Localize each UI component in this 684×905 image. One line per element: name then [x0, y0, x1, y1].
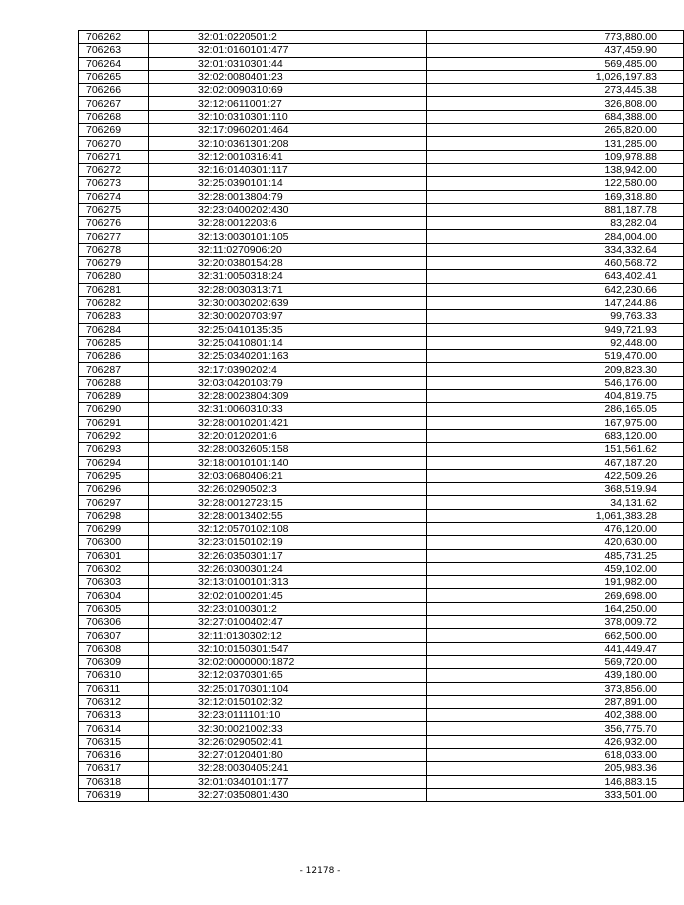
records-body	[79, 31, 684, 802]
parcel-number-cell: 32:10:0310301:110	[149, 110, 427, 123]
parcel-number-cell: 32:17:0960201:464	[149, 124, 427, 137]
table-row	[79, 203, 684, 216]
parcel-number-cell: 32:11:0130302:12	[149, 629, 427, 642]
amount-cell: 122,580.00	[427, 177, 684, 190]
table-row	[79, 403, 684, 416]
amount-cell: 147,244.86	[427, 296, 684, 309]
amount-cell: 618,033.00	[427, 749, 684, 762]
amount-cell: 191,982.00	[427, 576, 684, 589]
record-id-cell: 706280	[79, 270, 149, 283]
record-id-cell: 706311	[79, 682, 149, 695]
table-row	[79, 44, 684, 57]
amount-cell: 485,731.25	[427, 549, 684, 562]
parcel-number-cell: 32:30:0021002:33	[149, 722, 427, 735]
table-row	[79, 788, 684, 801]
amount-cell: 164,250.00	[427, 602, 684, 615]
table-row	[79, 390, 684, 403]
record-id-cell: 706300	[79, 536, 149, 549]
parcel-number-cell: 32:02:0080401:23	[149, 70, 427, 83]
parcel-number-cell: 32:11:0270906:20	[149, 243, 427, 256]
table-row	[79, 323, 684, 336]
amount-cell: 662,500.00	[427, 629, 684, 642]
record-id-cell: 706288	[79, 376, 149, 389]
records-table	[78, 30, 684, 802]
record-id-cell: 706285	[79, 336, 149, 349]
table-row	[79, 602, 684, 615]
amount-cell: 269,698.00	[427, 589, 684, 602]
parcel-number-cell: 32:28:0013804:79	[149, 190, 427, 203]
amount-cell: 34,131.62	[427, 496, 684, 509]
record-id-cell: 706287	[79, 363, 149, 376]
parcel-number-cell: 32:25:0410135:35	[149, 323, 427, 336]
parcel-number-cell: 32:01:0220501:2	[149, 31, 427, 44]
amount-cell: 273,445.38	[427, 84, 684, 97]
table-row	[79, 456, 684, 469]
table-row	[79, 283, 684, 296]
table-row	[79, 57, 684, 70]
parcel-number-cell: 32:20:0120201:6	[149, 429, 427, 442]
amount-cell: 949,721.93	[427, 323, 684, 336]
amount-cell: 205,983.36	[427, 762, 684, 775]
parcel-number-cell: 32:28:0012723:15	[149, 496, 427, 509]
amount-cell: 402,388.00	[427, 709, 684, 722]
parcel-number-cell: 32:12:0010316:41	[149, 150, 427, 163]
table-row	[79, 775, 684, 788]
record-id-cell: 706312	[79, 695, 149, 708]
page-number: - 12178 -	[299, 866, 341, 876]
table-row	[79, 296, 684, 309]
amount-cell: 138,942.00	[427, 163, 684, 176]
table-row	[79, 522, 684, 535]
parcel-number-cell: 32:13:0100101:313	[149, 576, 427, 589]
table-row	[79, 576, 684, 589]
parcel-number-cell: 32:28:0010201:421	[149, 416, 427, 429]
parcel-number-cell: 32:23:0100301:2	[149, 602, 427, 615]
table-row	[79, 562, 684, 575]
parcel-number-cell: 32:18:0010101:140	[149, 456, 427, 469]
record-id-cell: 706266	[79, 84, 149, 97]
amount-cell: 459,102.00	[427, 562, 684, 575]
record-id-cell: 706301	[79, 549, 149, 562]
parcel-number-cell: 32:30:0030202:639	[149, 296, 427, 309]
record-id-cell: 706271	[79, 150, 149, 163]
amount-cell: 287,891.00	[427, 695, 684, 708]
amount-cell: 99,763.33	[427, 310, 684, 323]
amount-cell: 1,026,197.83	[427, 70, 684, 83]
table-row	[79, 363, 684, 376]
record-id-cell: 706314	[79, 722, 149, 735]
parcel-number-cell: 32:28:0030405:241	[149, 762, 427, 775]
parcel-number-cell: 32:23:0111101:10	[149, 709, 427, 722]
record-id-cell: 706317	[79, 762, 149, 775]
parcel-number-cell: 32:02:0090310:69	[149, 84, 427, 97]
parcel-number-cell: 32:26:0300301:24	[149, 562, 427, 575]
parcel-number-cell: 32:25:0390101:14	[149, 177, 427, 190]
amount-cell: 460,568.72	[427, 257, 684, 270]
record-id-cell: 706309	[79, 655, 149, 668]
parcel-number-cell: 32:02:0100201:45	[149, 589, 427, 602]
amount-cell: 881,187.78	[427, 203, 684, 216]
record-id-cell: 706298	[79, 509, 149, 522]
table-row	[79, 217, 684, 230]
parcel-number-cell: 32:26:0290502:3	[149, 483, 427, 496]
parcel-number-cell: 32:27:0120401:80	[149, 749, 427, 762]
table-row	[79, 137, 684, 150]
amount-cell: 284,004.00	[427, 230, 684, 243]
record-id-cell: 706299	[79, 522, 149, 535]
record-id-cell: 706316	[79, 749, 149, 762]
table-row	[79, 376, 684, 389]
amount-cell: 683,120.00	[427, 429, 684, 442]
amount-cell: 167,975.00	[427, 416, 684, 429]
amount-cell: 356,775.70	[427, 722, 684, 735]
table-row	[79, 110, 684, 123]
table-row	[79, 655, 684, 668]
record-id-cell: 706293	[79, 443, 149, 456]
table-row	[79, 150, 684, 163]
table-row	[79, 177, 684, 190]
record-id-cell: 706263	[79, 44, 149, 57]
parcel-number-cell: 32:27:0350801:430	[149, 788, 427, 801]
record-id-cell: 706275	[79, 203, 149, 216]
amount-cell: 209,823.30	[427, 363, 684, 376]
record-id-cell: 706265	[79, 70, 149, 83]
record-id-cell: 706296	[79, 483, 149, 496]
record-id-cell: 706303	[79, 576, 149, 589]
table-row	[79, 190, 684, 203]
amount-cell: 1,061,383.28	[427, 509, 684, 522]
parcel-number-cell: 32:10:0150301:547	[149, 642, 427, 655]
record-id-cell: 706282	[79, 296, 149, 309]
parcel-number-cell: 32:25:0170301:104	[149, 682, 427, 695]
record-id-cell: 706289	[79, 390, 149, 403]
table-row	[79, 536, 684, 549]
record-id-cell: 706310	[79, 669, 149, 682]
record-id-cell: 706267	[79, 97, 149, 110]
record-id-cell: 706291	[79, 416, 149, 429]
amount-cell: 420,630.00	[427, 536, 684, 549]
table-row	[79, 509, 684, 522]
amount-cell: 368,519.94	[427, 483, 684, 496]
table-row	[79, 416, 684, 429]
parcel-number-cell: 32:31:0050318:24	[149, 270, 427, 283]
parcel-number-cell: 32:26:0290502:41	[149, 735, 427, 748]
record-id-cell: 706315	[79, 735, 149, 748]
record-id-cell: 706277	[79, 230, 149, 243]
record-id-cell: 706274	[79, 190, 149, 203]
amount-cell: 642,230.66	[427, 283, 684, 296]
parcel-number-cell: 32:28:0012203:6	[149, 217, 427, 230]
amount-cell: 441,449.47	[427, 642, 684, 655]
amount-cell: 773,880.00	[427, 31, 684, 44]
parcel-number-cell: 32:01:0160101:477	[149, 44, 427, 57]
record-id-cell: 706276	[79, 217, 149, 230]
parcel-number-cell: 32:27:0100402:47	[149, 616, 427, 629]
table-row	[79, 429, 684, 442]
parcel-number-cell: 32:16:0140301:117	[149, 163, 427, 176]
parcel-number-cell: 32:17:0390202:4	[149, 363, 427, 376]
record-id-cell: 706304	[79, 589, 149, 602]
table-row	[79, 629, 684, 642]
parcel-number-cell: 32:28:0030313:71	[149, 283, 427, 296]
record-id-cell: 706305	[79, 602, 149, 615]
record-id-cell: 706262	[79, 31, 149, 44]
record-id-cell: 706307	[79, 629, 149, 642]
amount-cell: 546,176.00	[427, 376, 684, 389]
table-row	[79, 709, 684, 722]
record-id-cell: 706319	[79, 788, 149, 801]
table-row	[79, 243, 684, 256]
parcel-number-cell: 32:31:0060310:33	[149, 403, 427, 416]
table-row	[79, 310, 684, 323]
table-row	[79, 496, 684, 509]
table-row	[79, 682, 684, 695]
table-row	[79, 616, 684, 629]
record-id-cell: 706302	[79, 562, 149, 575]
amount-cell: 643,402.41	[427, 270, 684, 283]
parcel-number-cell: 32:12:0150102:32	[149, 695, 427, 708]
parcel-number-cell: 32:25:0340201:163	[149, 350, 427, 363]
parcel-number-cell: 32:12:0370301:65	[149, 669, 427, 682]
parcel-number-cell: 32:23:0150102:19	[149, 536, 427, 549]
amount-cell: 333,501.00	[427, 788, 684, 801]
table-row	[79, 124, 684, 137]
amount-cell: 109,978.88	[427, 150, 684, 163]
table-row	[79, 97, 684, 110]
parcel-number-cell: 32:12:0570102:108	[149, 522, 427, 535]
record-id-cell: 706306	[79, 616, 149, 629]
amount-cell: 519,470.00	[427, 350, 684, 363]
amount-cell: 467,187.20	[427, 456, 684, 469]
amount-cell: 476,120.00	[427, 522, 684, 535]
table-row	[79, 70, 684, 83]
record-id-cell: 706313	[79, 709, 149, 722]
record-id-cell: 706294	[79, 456, 149, 469]
table-row	[79, 695, 684, 708]
table-row	[79, 336, 684, 349]
parcel-number-cell: 32:13:0030101:105	[149, 230, 427, 243]
table-row	[79, 589, 684, 602]
parcel-number-cell: 32:10:0361301:208	[149, 137, 427, 150]
table-row	[79, 257, 684, 270]
parcel-number-cell: 32:30:0020703:97	[149, 310, 427, 323]
table-row	[79, 642, 684, 655]
amount-cell: 265,820.00	[427, 124, 684, 137]
record-id-cell: 706318	[79, 775, 149, 788]
amount-cell: 426,932.00	[427, 735, 684, 748]
record-id-cell: 706283	[79, 310, 149, 323]
amount-cell: 569,720.00	[427, 655, 684, 668]
record-id-cell: 706264	[79, 57, 149, 70]
parcel-number-cell: 32:28:0013402:55	[149, 509, 427, 522]
parcel-number-cell: 32:23:0400202:430	[149, 203, 427, 216]
record-id-cell: 706278	[79, 243, 149, 256]
amount-cell: 437,459.90	[427, 44, 684, 57]
amount-cell: 131,285.00	[427, 137, 684, 150]
amount-cell: 151,561.62	[427, 443, 684, 456]
parcel-number-cell: 32:20:0380154:28	[149, 257, 427, 270]
amount-cell: 439,180.00	[427, 669, 684, 682]
record-id-cell: 706297	[79, 496, 149, 509]
record-id-cell: 706295	[79, 469, 149, 482]
amount-cell: 373,856.00	[427, 682, 684, 695]
table-row	[79, 443, 684, 456]
record-id-cell: 706290	[79, 403, 149, 416]
parcel-number-cell: 32:02:0000000:1872	[149, 655, 427, 668]
table-row	[79, 669, 684, 682]
record-id-cell: 706292	[79, 429, 149, 442]
parcel-number-cell: 32:28:0023804:309	[149, 390, 427, 403]
record-id-cell: 706269	[79, 124, 149, 137]
record-id-cell: 706281	[79, 283, 149, 296]
parcel-number-cell: 32:12:0611001:27	[149, 97, 427, 110]
amount-cell: 422,509.26	[427, 469, 684, 482]
table-row	[79, 735, 684, 748]
amount-cell: 326,808.00	[427, 97, 684, 110]
table-row	[79, 84, 684, 97]
record-id-cell: 706279	[79, 257, 149, 270]
table-row	[79, 469, 684, 482]
amount-cell: 92,448.00	[427, 336, 684, 349]
amount-cell: 146,883.15	[427, 775, 684, 788]
parcel-number-cell: 32:28:0032605:158	[149, 443, 427, 456]
table-row	[79, 762, 684, 775]
record-id-cell: 706268	[79, 110, 149, 123]
amount-cell: 569,485.00	[427, 57, 684, 70]
table-row	[79, 483, 684, 496]
table-row	[79, 270, 684, 283]
table-row	[79, 31, 684, 44]
amount-cell: 83,282.04	[427, 217, 684, 230]
parcel-number-cell: 32:25:0410801:14	[149, 336, 427, 349]
amount-cell: 286,165.05	[427, 403, 684, 416]
record-id-cell: 706273	[79, 177, 149, 190]
parcel-number-cell: 32:01:0340101:177	[149, 775, 427, 788]
record-id-cell: 706270	[79, 137, 149, 150]
table-row	[79, 230, 684, 243]
amount-cell: 334,332.64	[427, 243, 684, 256]
table-row	[79, 722, 684, 735]
table-row	[79, 350, 684, 363]
parcel-number-cell: 32:03:0680406:21	[149, 469, 427, 482]
parcel-number-cell: 32:26:0350301:17	[149, 549, 427, 562]
table-row	[79, 163, 684, 176]
amount-cell: 378,009.72	[427, 616, 684, 629]
amount-cell: 404,819.75	[427, 390, 684, 403]
table-row	[79, 549, 684, 562]
record-id-cell: 706272	[79, 163, 149, 176]
table-row	[79, 749, 684, 762]
amount-cell: 684,388.00	[427, 110, 684, 123]
parcel-number-cell: 32:01:0310301:44	[149, 57, 427, 70]
parcel-number-cell: 32:03:0420103:79	[149, 376, 427, 389]
record-id-cell: 706308	[79, 642, 149, 655]
amount-cell: 169,318.80	[427, 190, 684, 203]
record-id-cell: 706286	[79, 350, 149, 363]
record-id-cell: 706284	[79, 323, 149, 336]
